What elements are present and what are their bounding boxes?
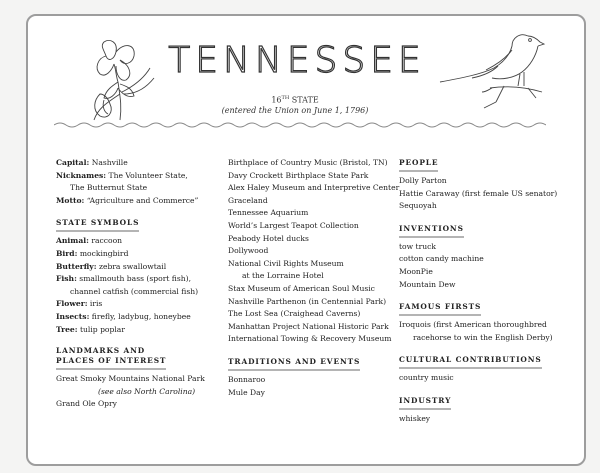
- list-item: Graceland: [228, 195, 268, 205]
- symbol-value: tulip poplar: [77, 324, 125, 334]
- list-item: Iroquois (first American thoroughbred: [399, 320, 547, 330]
- list-item: country music: [399, 373, 454, 383]
- symbol-line: [56, 261, 221, 274]
- state-word: STATE: [289, 95, 319, 105]
- motto-line: [56, 195, 221, 208]
- section-heading-landmarks: [56, 346, 166, 370]
- wave-divider: [54, 120, 546, 130]
- nickname: The Butternut State: [70, 183, 148, 193]
- list-item: at the Lorraine Hotel: [242, 271, 324, 281]
- iris-flower-icon: [80, 34, 160, 124]
- list-item: Davy Crockett Birthplace State Park: [228, 170, 369, 180]
- list-item: racehorse to win the English Derby): [413, 332, 553, 342]
- symbol-label: Animal:: [56, 236, 89, 246]
- nicknames-label: Nicknames:: [56, 170, 107, 180]
- list-item: Peabody Hotel ducks: [228, 233, 309, 243]
- list-item: Mule Day: [228, 387, 265, 397]
- list-item: Grand Ole Opry: [56, 399, 117, 409]
- symbol-line: [56, 311, 221, 324]
- list-item: Dollywood: [228, 246, 269, 256]
- landmarks-heading-line: LANDMARKS AND: [56, 346, 146, 356]
- symbol-value: mockingbird: [77, 248, 129, 258]
- symbol-line: [56, 273, 221, 286]
- column-basics: [56, 157, 221, 411]
- symbol-value: smallmouth bass (sport fish),: [76, 274, 192, 284]
- symbol-line: [56, 248, 221, 261]
- symbol-line: [56, 324, 221, 337]
- symbol-line: [56, 298, 221, 311]
- list-item: tow truck: [399, 241, 436, 251]
- symbol-line: [56, 235, 221, 248]
- section-heading-state-symbols: STATE SYMBOLS: [56, 218, 139, 232]
- motto-value: “Agriculture and Commerce”: [84, 195, 199, 205]
- state-suffix: TH: [281, 95, 290, 101]
- nickname: The Volunteer State,: [106, 170, 188, 180]
- state-number: 16: [271, 95, 282, 105]
- capital-label: Capital:: [56, 158, 90, 167]
- mockingbird-icon: [432, 26, 550, 110]
- entered-union: (entered the Union on June 1, 1796): [221, 106, 369, 115]
- list-item: [56, 386, 221, 399]
- symbol-label: Butterfly:: [56, 261, 97, 271]
- list-item: The Lost Sea (Craighead Caverns): [228, 309, 361, 319]
- section-heading-industry: INDUSTRY: [399, 396, 451, 410]
- list-item: MoonPie: [399, 266, 433, 276]
- list-item: Nashville Parthenon (in Centennial Park): [228, 296, 387, 306]
- page-title: TENNESSEE: [168, 40, 426, 81]
- capital-value: Nashville: [89, 158, 128, 167]
- symbol-label: Bird:: [56, 248, 78, 258]
- symbol-label: Tree:: [56, 324, 78, 334]
- motto-label: Motto:: [56, 195, 85, 205]
- list-item: Tennessee Aquarium: [228, 208, 309, 218]
- capital-line: [56, 157, 221, 170]
- list-item: Manhattan Project National Historic Park: [228, 321, 389, 331]
- symbol-value: raccoon: [88, 236, 123, 246]
- symbol-value: channel catfish (commercial fish): [70, 286, 199, 296]
- column-landmarks: [228, 157, 398, 399]
- nicknames-line: [56, 170, 221, 183]
- list-item: National Civil Rights Museum: [228, 258, 344, 268]
- list-item: Dolly Parton: [399, 176, 447, 185]
- symbol-label: Fish:: [56, 274, 77, 284]
- section-heading-cultural-contributions: CULTURAL CONTRIBUTIONS: [399, 355, 542, 369]
- section-heading-famous-firsts: FAMOUS FIRSTS: [399, 302, 481, 316]
- list-item: Stax Museum of American Soul Music: [228, 283, 375, 293]
- symbol-value: zebra swallowtail: [96, 261, 167, 271]
- list-item: Bonnaroo: [228, 374, 266, 384]
- column-people: [399, 157, 579, 426]
- list-item: Alex Haley Museum and Interpretive Center: [228, 183, 400, 193]
- section-heading-traditions: TRADITIONS AND EVENTS: [228, 357, 360, 371]
- list-item: World’s Largest Teapot Collection: [228, 220, 359, 230]
- list-item: Sequoyah: [399, 201, 437, 211]
- section-heading-inventions: INVENTIONS: [399, 224, 464, 238]
- symbol-value: firefly, ladybug, honeybee: [89, 311, 191, 321]
- landmarks-heading-line: PLACES OF INTEREST: [56, 356, 167, 366]
- list-item: Mountain Dew: [399, 279, 456, 289]
- section-heading-people: PEOPLE: [399, 158, 438, 172]
- list-item: Birthplace of Country Music (Bristol, TN): [228, 158, 388, 167]
- symbol-label: Flower:: [56, 299, 88, 309]
- list-item: Great Smoky Mountains National Park: [56, 374, 205, 384]
- state-order: [180, 95, 410, 105]
- symbol-value: iris: [87, 299, 103, 309]
- list-item: cotton candy machine: [399, 254, 484, 264]
- list-item: whiskey: [399, 413, 431, 423]
- list-item: Hattie Caraway (first female US senator): [399, 188, 558, 198]
- list-item-text: (see also North Carolina): [98, 386, 196, 396]
- list-item: International Towing & Recovery Museum: [228, 334, 392, 344]
- symbol-label: Insects:: [56, 311, 90, 321]
